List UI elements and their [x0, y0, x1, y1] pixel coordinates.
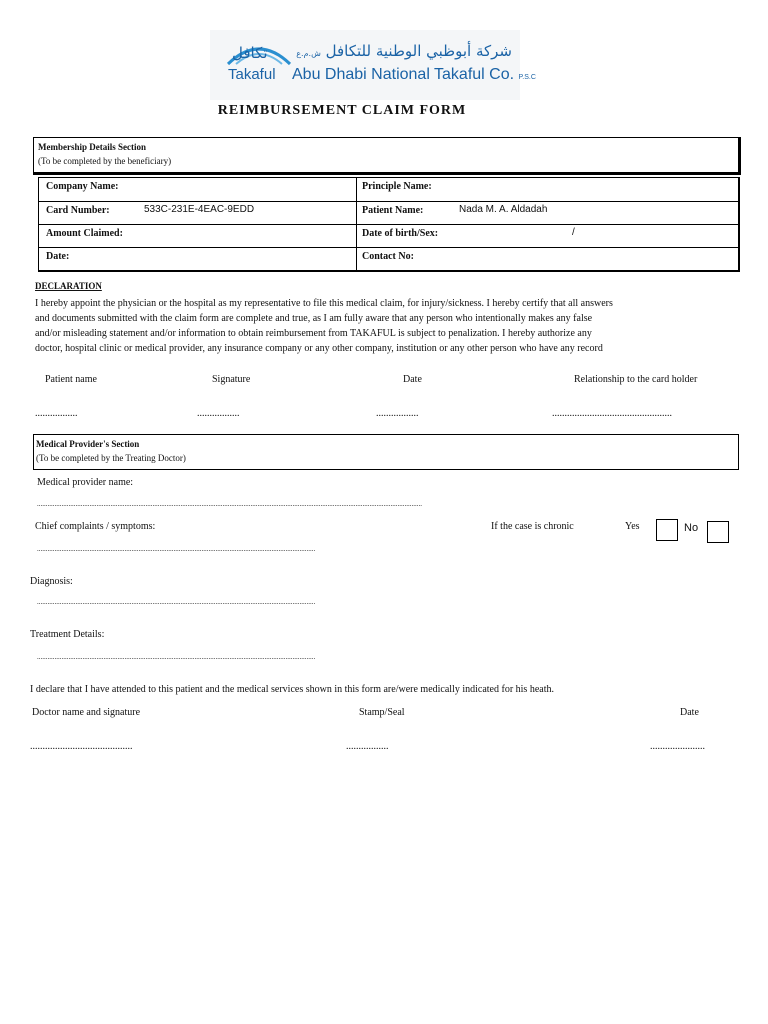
card-number-label: Card Number: — [46, 205, 110, 216]
signature-field[interactable]: ................. — [197, 408, 240, 419]
patient-name-value[interactable]: Nada M. A. Aldadah — [459, 204, 548, 215]
logo-arabic-name: شركة أبوظبي الوطنية للتكافل ش.م.ع — [296, 42, 512, 60]
declaration-text — [35, 296, 725, 356]
declaration-line: and/or misleading statement and/or information to obtain reimbursement from TAKAFUL is subject to penalization. I hereby authorize any — [35, 328, 592, 339]
dob-sex-label: Date of birth/Sex: — [362, 228, 439, 239]
sig-date-label: Date — [403, 374, 422, 385]
form-title: REIMBURSEMENT CLAIM FORM — [217, 103, 467, 118]
date-label: Date: — [46, 251, 70, 262]
patient-name-label: Patient Name: — [362, 205, 424, 216]
doctor-date-label: Date — [680, 707, 699, 718]
stamp-label: Stamp/Seal — [359, 707, 405, 718]
complaints-label: Chief complaints / symptoms: — [35, 521, 156, 532]
relationship-label: Relationship to the card holder — [574, 374, 698, 385]
medical-header-box — [33, 434, 739, 470]
declaration-heading: DECLARATION — [35, 281, 102, 291]
complaints-field[interactable]: ............................................................................................................................................................... — [37, 545, 316, 553]
stamp-field[interactable]: ................. — [346, 741, 389, 752]
membership-table — [38, 177, 740, 272]
company-name-label: Company Name: — [46, 181, 119, 192]
doctor-name-label: Doctor name and signature — [32, 707, 141, 718]
provider-name-field[interactable]: ............................................................................................................................................................................................................................ — [37, 500, 422, 508]
contact-label: Contact No: — [362, 251, 414, 262]
chronic-no-checkbox[interactable] — [707, 521, 729, 543]
doctor-date-field[interactable]: ...................... — [650, 741, 705, 752]
company-logo — [210, 30, 520, 100]
declaration-line: doctor, hospital clinic or medical provider, any insurance company or any other company, institution or any other person who have any record — [35, 343, 603, 354]
medical-subheading: (To be completed by the Treating Doctor) — [36, 453, 186, 463]
dob-sex-value[interactable]: / — [572, 227, 575, 238]
amount-claimed-label: Amount Claimed: — [46, 228, 123, 239]
chronic-no-label: No — [684, 522, 699, 534]
declaration-line: I hereby appoint the physician or the hospital as my representative to file this medical claim, for injury/sickness. I hereby certify that all answers — [35, 298, 613, 309]
provider-name-label: Medical provider name: — [37, 477, 134, 488]
relationship-field[interactable]: ................................................ — [552, 408, 672, 419]
signature-label: Signature — [212, 374, 251, 385]
logo-company-text: Abu Dhabi National Takaful Co. P.S.C — [292, 66, 536, 83]
principle-name-label: Principle Name: — [362, 181, 432, 192]
chronic-yes-label: Yes — [625, 521, 640, 532]
doctor-declaration-text: I declare that I have attended to this patient and the medical services shown in this form are/were medically indicated for his heath. — [30, 684, 554, 695]
doctor-name-field[interactable]: ......................................... — [30, 741, 133, 752]
treatment-label: Treatment Details: — [30, 629, 105, 640]
diagnosis-label: Diagnosis: — [30, 576, 73, 587]
logo-brand-text: Takaful — [228, 66, 276, 83]
sig-date-field[interactable]: ................. — [376, 408, 419, 419]
logo-arabic-brand: تكافل — [232, 44, 268, 62]
patient-name-sig-label: Patient name — [45, 374, 97, 385]
membership-header-box — [33, 137, 741, 175]
treatment-field[interactable]: ............................................................................................................................................................... — [37, 653, 316, 661]
medical-heading: Medical Provider's Section — [36, 439, 140, 449]
chronic-label: If the case is chronic — [491, 521, 574, 532]
diagnosis-field[interactable]: ............................................................................................................................................................... — [37, 598, 316, 606]
card-number-value[interactable]: 533C-231E-4EAC-9EDD — [144, 204, 255, 215]
membership-heading: Membership Details Section — [38, 142, 146, 152]
patient-name-sig-field[interactable]: ................. — [35, 408, 78, 419]
declaration-line: and documents submitted with the claim form are complete and true, as I am fully aware that any person who intentionally makes any false — [35, 313, 593, 324]
membership-subheading: (To be completed by the beneficiary) — [38, 156, 172, 166]
chronic-yes-checkbox[interactable] — [656, 519, 678, 541]
